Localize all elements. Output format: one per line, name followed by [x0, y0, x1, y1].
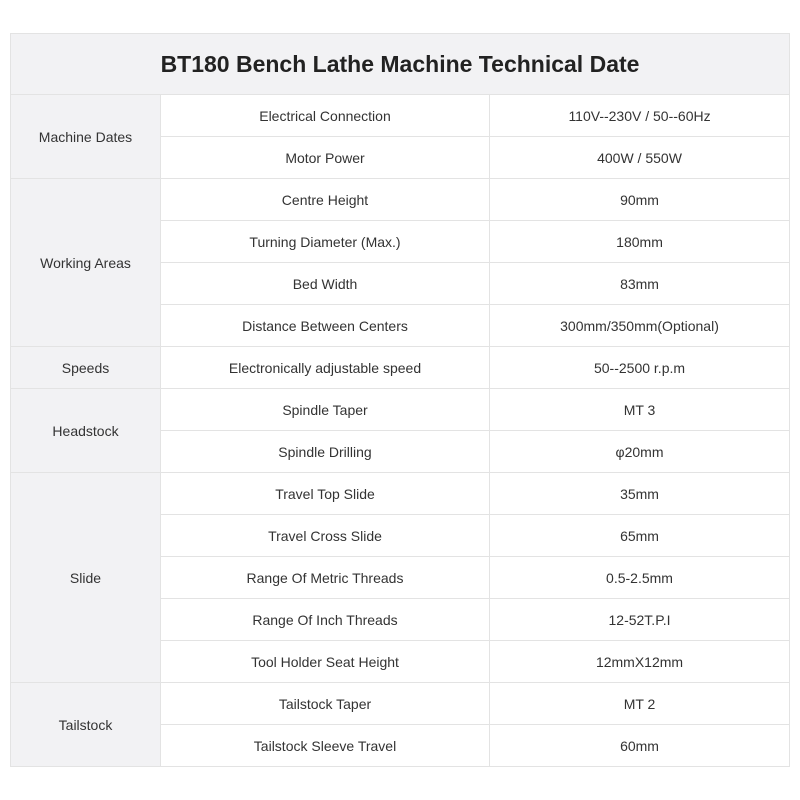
spec-table: [10, 33, 790, 767]
value-cell: 90mm: [490, 179, 790, 221]
table-title: BT180 Bench Lathe Machine Technical Date: [11, 34, 790, 95]
param-cell: Spindle Taper: [161, 389, 490, 431]
value-cell: 60mm: [490, 725, 790, 767]
group-label: Tailstock: [11, 683, 161, 767]
table-row: [11, 95, 790, 137]
value-cell: 180mm: [490, 221, 790, 263]
title-row: [11, 34, 790, 95]
param-cell: Electrical Connection: [161, 95, 490, 137]
table-row: [11, 473, 790, 515]
value-cell: 400W / 550W: [490, 137, 790, 179]
value-cell: φ20mm: [490, 431, 790, 473]
param-cell: Travel Top Slide: [161, 473, 490, 515]
table-row: [11, 683, 790, 725]
value-cell: 300mm/350mm(Optional): [490, 305, 790, 347]
param-cell: Spindle Drilling: [161, 431, 490, 473]
param-cell: Distance Between Centers: [161, 305, 490, 347]
param-cell: Travel Cross Slide: [161, 515, 490, 557]
value-cell: 83mm: [490, 263, 790, 305]
param-cell: Electronically adjustable speed: [161, 347, 490, 389]
value-cell: 110V--230V / 50--60Hz: [490, 95, 790, 137]
param-cell: Motor Power: [161, 137, 490, 179]
group-label: Speeds: [11, 347, 161, 389]
param-cell: Bed Width: [161, 263, 490, 305]
spec-table-container: [10, 33, 789, 767]
param-cell: Tailstock Taper: [161, 683, 490, 725]
value-cell: MT 2: [490, 683, 790, 725]
value-cell: 0.5-2.5mm: [490, 557, 790, 599]
table-row: [11, 389, 790, 431]
param-cell: Tool Holder Seat Height: [161, 641, 490, 683]
param-cell: Turning Diameter (Max.): [161, 221, 490, 263]
value-cell: 65mm: [490, 515, 790, 557]
table-row: [11, 347, 790, 389]
param-cell: Range Of Inch Threads: [161, 599, 490, 641]
value-cell: 35mm: [490, 473, 790, 515]
value-cell: MT 3: [490, 389, 790, 431]
value-cell: 50--2500 r.p.m: [490, 347, 790, 389]
group-label: Working Areas: [11, 179, 161, 347]
group-label: Slide: [11, 473, 161, 683]
spec-body: [11, 95, 790, 767]
param-cell: Range Of Metric Threads: [161, 557, 490, 599]
group-label: Headstock: [11, 389, 161, 473]
param-cell: Tailstock Sleeve Travel: [161, 725, 490, 767]
group-label: Machine Dates: [11, 95, 161, 179]
param-cell: Centre Height: [161, 179, 490, 221]
table-row: [11, 179, 790, 221]
value-cell: 12mmX12mm: [490, 641, 790, 683]
value-cell: 12-52T.P.I: [490, 599, 790, 641]
